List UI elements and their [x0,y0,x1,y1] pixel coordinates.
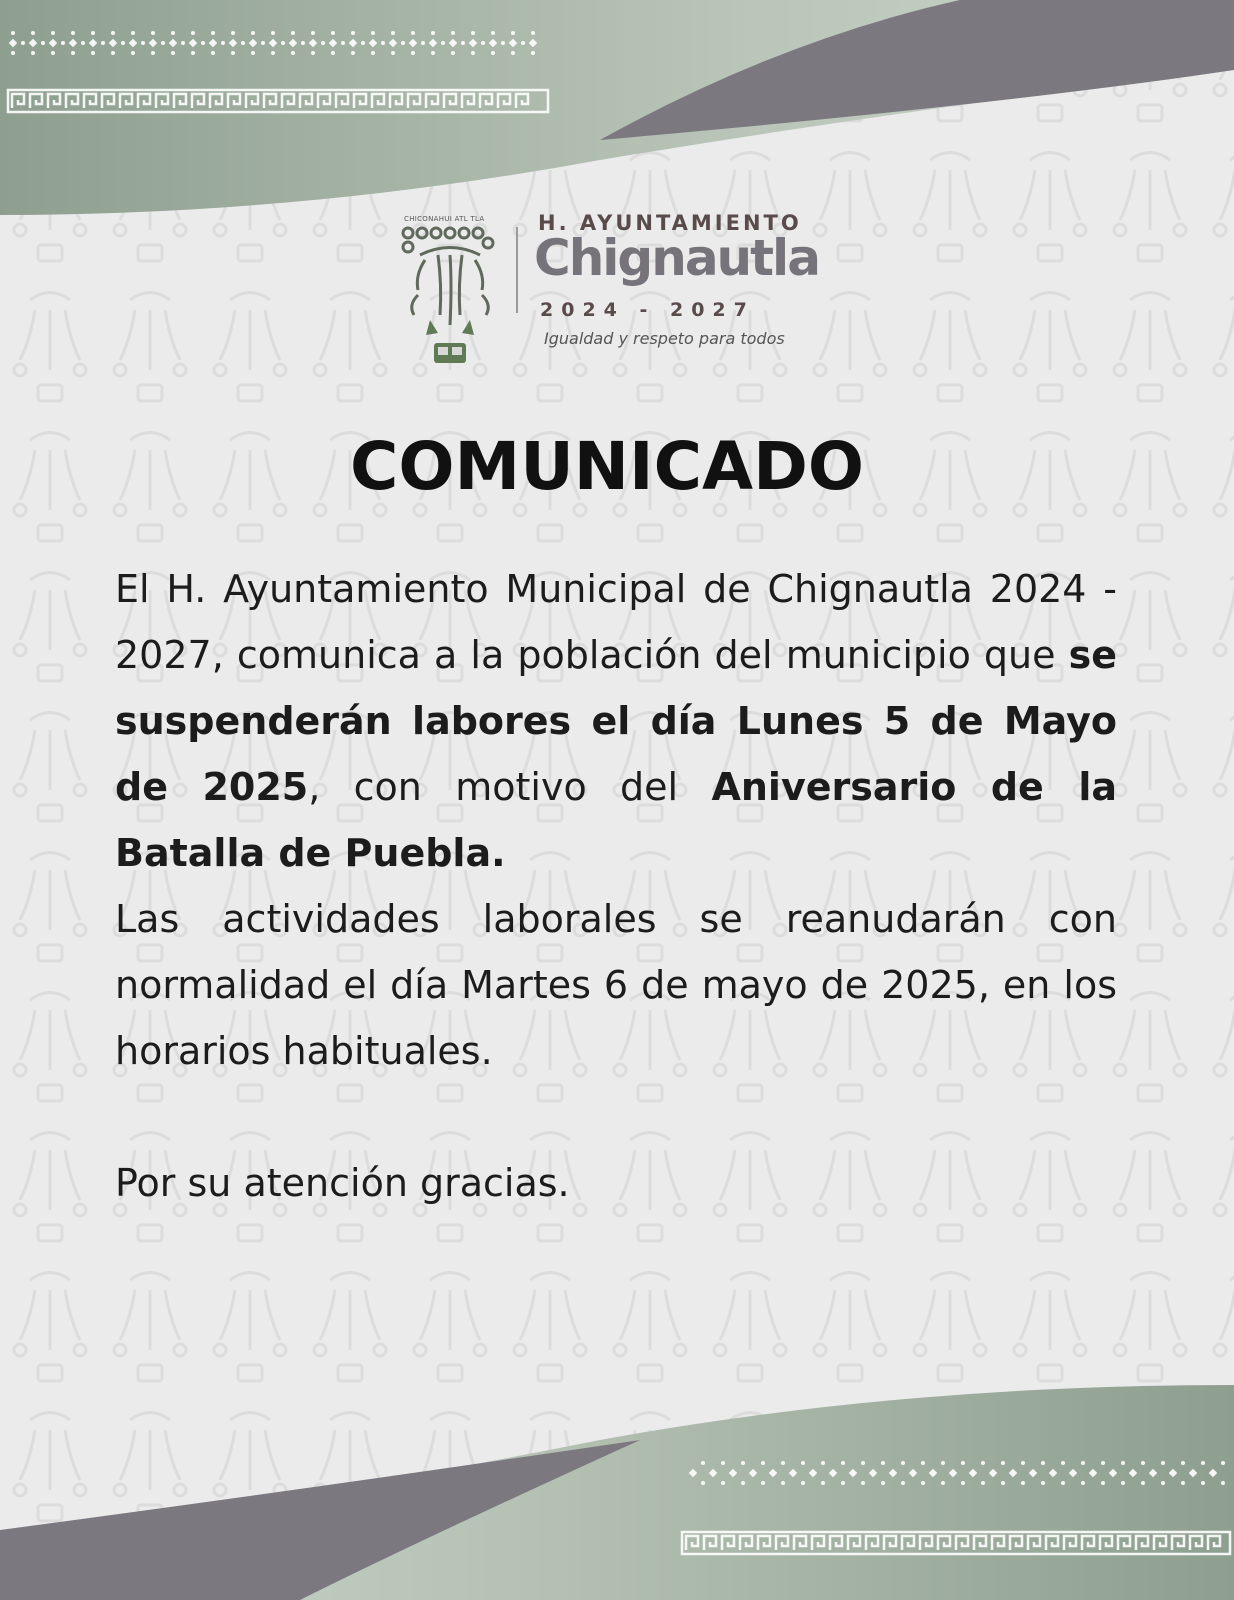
suspension-notice: se suspenderán labores el día Lunes 5 de Mayo de 2025 [115,633,1117,809]
org-label: H. AYUNTAMIENTO [538,211,802,235]
paragraph-1 [115,556,1117,886]
emblem-icon [400,215,500,370]
paragraph-spacer [115,1084,1117,1150]
administration-period: 2024 - 2027 [540,299,755,321]
paragraph-1-connector: , con motivo del [308,765,712,809]
page-title: COMUNICADO [349,428,864,505]
bottom-decorative-band [0,1370,1234,1600]
municipality-name: Chignautla [534,229,819,287]
logo-divider [516,227,518,313]
motto: Igualdad y respeto para todos [544,329,785,348]
paragraph-1-intro: El H. Ayuntamiento Municipal de Chignautla 2024 - 2027, comunica a la población del municipio que [115,567,1117,677]
occasion-name: Aniversario de la Batalla de Puebla. [115,765,1117,875]
announcement-body [115,556,1117,1216]
top-decorative-band [0,0,1234,230]
paragraph-2: Las actividades laborales se reanudarán con normalidad el día Martes 6 de mayo de 2025, en los horarios habituales. [115,897,1117,1073]
municipal-logo [400,205,840,370]
emblem-caption: CHICONAHUI ATL TLA [404,215,485,223]
closing-line: Por su atención gracias. [115,1161,570,1205]
